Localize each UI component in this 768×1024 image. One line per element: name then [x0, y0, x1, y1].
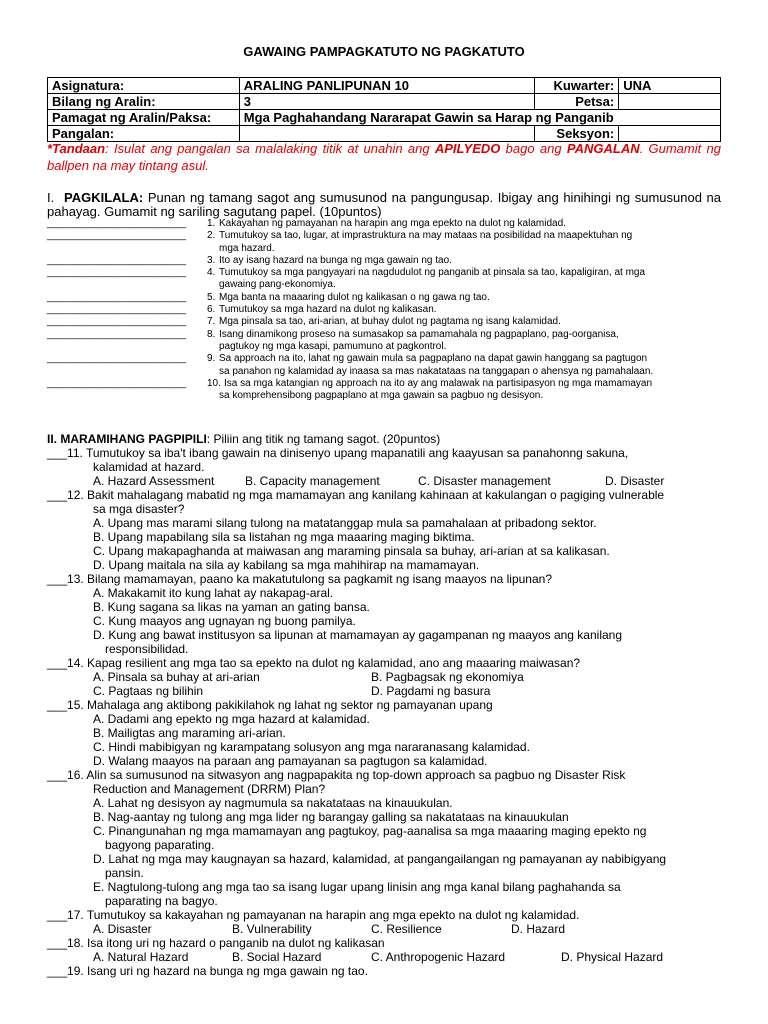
choice-b[interactable]: B. Capacity management — [245, 474, 380, 488]
part2 — [47, 432, 721, 978]
choice-b[interactable]: B. Pagbagsak ng ekonomiya — [371, 670, 524, 684]
reminder-note: *Tandaan: Isulat ang pangalan sa malalaking titik at unahin ang APILYEDO bago ang PANGALAN. Gumamit ng ballpen na may tintang asul. — [47, 141, 721, 173]
bilang-label: Bilang ng Aralin: — [48, 94, 240, 110]
answer-blank[interactable]: _________________________ — [47, 353, 187, 365]
answer-blank[interactable]: _________________________ — [47, 254, 187, 266]
petsa-value[interactable] — [619, 94, 721, 110]
answer-blank[interactable]: ___ — [47, 488, 68, 502]
choice-c[interactable]: C. Disaster management — [418, 474, 551, 488]
answer-blank[interactable]: _________________________ — [47, 377, 187, 389]
choice-a[interactable]: A. Lahat ng desisyon ay nagmumula sa nakatataas na kinauukulan. — [93, 796, 453, 810]
q18-options — [47, 950, 721, 964]
asignatura-label: Asignatura: — [48, 78, 240, 94]
answer-blank[interactable]: ___ — [47, 656, 68, 670]
choice-e-continued: paparating na bagyo. — [105, 894, 218, 908]
identification-item: _________________________ 10. Isa sa mga katangian ng approach na ito ay ang malawak na partisipasyon ng mga mamamayan sa komprehensibong pagpaplano at mga gawain sa pagbuo ng desisyon. — [47, 377, 653, 402]
choice-c[interactable]: C. Resilience — [371, 922, 442, 936]
identification-item: _________________________ 4. Tumutukoy sa mga pangyayari na nagdudulot ng panganib at pinsala sa tao, kapaligiran, at mga gawaing pang-ekonomiya. — [47, 267, 646, 291]
choice-a[interactable]: A. Dadami ang epekto ng mga hazard at kalamidad. — [93, 712, 370, 726]
choice-d[interactable]: D. Upang maitala na sila ay kabilang sa mga mahihirap na mamamayan. — [93, 558, 480, 572]
bilang-value: 3 — [239, 94, 535, 110]
answer-blank[interactable]: _________________________ — [47, 218, 187, 229]
choice-a[interactable]: A. Disaster — [93, 922, 152, 936]
identification-item: _________________________ 2. Tumutukoy sa tao, lugar, at imprastruktura na may mataas na posibilidad na maapektuhan ng mga hazard. — [47, 230, 633, 254]
q17-options — [47, 922, 721, 936]
q14-options-row1 — [47, 670, 721, 684]
choice-c[interactable]: C. Kung maayos ang ugnayan ng buong pamilya. — [93, 614, 356, 628]
identification-item: _________________________ 9. Sa approach na ito, lahat ng gawain mula sa pagpaplano na dapat gawin hanggang sa pagtugon sa panahon ng kalamidad ay inaasa sa mas nakatataas na tanggapan o ahensya ng pamahalaan. — [47, 353, 654, 377]
part2-heading: II. MARAMIHANG PAGPIPILI — [47, 432, 207, 446]
petsa-label: Petsa: — [535, 94, 619, 110]
choice-c-continued: bagyong paparating. — [105, 838, 215, 852]
kuwarter-label: Kuwarter: — [535, 78, 619, 94]
part1-items — [47, 218, 721, 402]
choice-d[interactable]: D. Walang maayos na paraan ang pamayanan sa pagtugon sa kalamidad. — [93, 754, 488, 768]
question-17: ___17. Tumutukoy sa kakayahan ng pamayanan na harapin ang mga epekto na dulot ng kalamidad. — [47, 908, 580, 922]
identification-item: _________________________ 6. Tumutukoy sa mga hazard na dulot ng kalikasan. — [47, 304, 437, 316]
choice-a[interactable]: A. Hazard Assessment — [93, 474, 215, 488]
answer-blank[interactable]: ___ — [47, 908, 68, 922]
choice-c[interactable]: C. Pinangunahan ng mga mamamayan ang pagtukoy, pag-aanalisa sa mga maaaring maging epekto ng — [93, 824, 647, 838]
question-15: ___15. Mahalaga ang aktibong pakikilahok ng lahat ng sektor ng pamayanan upang — [47, 698, 493, 712]
question-13: ___13. Bilang mamamayan, paano ka makatutulong sa pagkamit ng isang maayos na lipunan? — [47, 572, 553, 586]
pamagat-label: Pamagat ng Aralin/Paksa: — [48, 110, 240, 126]
question-16: ___16. Alin sa sumusunod na sitwasyon ang nagpapakita ng top-down approach sa pagbuo ng Disaster Risk Reduction and Management (DRRM) Plan? — [47, 768, 626, 796]
choice-d[interactable]: D. Disaster — [605, 474, 665, 488]
answer-blank[interactable]: ___ — [47, 768, 68, 782]
choice-d-continued: pansin. — [105, 866, 144, 880]
choice-c[interactable]: C. Hindi mabibigyan ng karampatang solusyon ang mga nararanasang kalamidad. — [93, 740, 530, 754]
part1-instructions: I. PAGKILALA: Punan ng tamang sagot ang sumusunod na pangungusap. Ibigay ang hinihingi ng sumusunod na pahayag. Gumamit ng sariling sagutang papel. (10puntos) — [47, 190, 721, 219]
kuwarter-value: UNA — [619, 78, 721, 94]
choice-c[interactable]: C. Anthropogenic Hazard — [371, 950, 506, 964]
answer-blank[interactable]: ___ — [47, 572, 68, 586]
choice-b[interactable]: B. Nag-aantay ng tulong ang mga lider ng barangay galling sa nakatataas na kinauukulan — [93, 810, 569, 824]
question-14: ___14. Kapag resilient ang mga tao sa epekto na dulot ng kalamidad, ano ang maaaring maiwasan? — [47, 656, 581, 670]
answer-blank[interactable]: ___ — [47, 964, 68, 978]
identification-item: _________________________ 8. Isang dinamikong proseso na sumasakop sa pamamahala ng pagpaplano, pag-oorganisa, pagtukoy ng mga kasapi, pamumuno at pagkontrol. — [47, 328, 619, 352]
choice-d[interactable]: D. Lahat ng mga may kaugnayan sa hazard, kalamidad, at pangangailangan ng pamayanan ay nabibigyang — [93, 852, 667, 866]
answer-blank[interactable]: _________________________ — [47, 328, 187, 340]
question-12: ___12. Bakit mahalagang mabatid ng mga mamamayan ang kanilang kahinaan at kakulangan o pagiging vulnerable sa mga disaster? — [47, 488, 665, 516]
part1-heading: PAGKILALA: — [64, 190, 144, 205]
q14-options-row2 — [47, 684, 721, 698]
answer-blank[interactable]: _________________________ — [47, 267, 187, 279]
identification-item: _________________________ 3. Ito ay isang hazard na bunga ng mga gawain ng tao. — [47, 254, 452, 266]
question-18: ___18. Isa itong uri ng hazard o panganib na dulot ng kalikasan — [47, 936, 385, 950]
identification-item: _________________________ 5. Mga banta na maaaring dulot ng kalikasan o ng gawa ng tao. — [47, 291, 490, 303]
answer-blank[interactable]: _________________________ — [47, 316, 187, 328]
choice-d[interactable]: D. Kung ang bawat institusyon sa lipunan at mamamayan ay gagampanan ng maayos ang kanilang — [93, 628, 623, 642]
choice-c[interactable]: C. Pagtaas ng bilihin — [93, 684, 204, 698]
pangalan-label: Pangalan: — [48, 126, 240, 142]
choice-a[interactable]: A. Upang mas marami silang tulong na matatanggap mula sa pamahalaan at pribadong sektor. — [93, 516, 597, 530]
choice-b[interactable]: B. Upang mapabilang sila sa listahan ng mga maaaring maging biktima. — [93, 530, 475, 544]
answer-blank[interactable]: ___ — [47, 698, 68, 712]
choice-a[interactable]: A. Pinsala sa buhay at ari-arian — [93, 670, 260, 684]
answer-blank[interactable]: _________________________ — [47, 230, 187, 242]
q11-options — [47, 474, 721, 488]
choice-b[interactable]: B. Social Hazard — [232, 950, 322, 964]
worksheet-title: GAWAING PAMPAGKATUTO NG PAGKATUTO — [243, 44, 525, 59]
choice-c[interactable]: C. Upang makapaghanda at maiwasan ang maraming pinsala sa buhay, ari-arian at sa kalikasan. — [93, 544, 610, 558]
choice-d[interactable]: D. Hazard — [511, 922, 566, 936]
choice-b[interactable]: B. Mailigtas ang maraming ari-arian. — [93, 726, 286, 740]
choice-b[interactable]: B. Kung sagana sa likas na yaman an gating bansa. — [93, 600, 370, 614]
choice-b[interactable]: B. Vulnerability — [232, 922, 312, 936]
question-19: ___19. Isang uri ng hazard na bunga ng mga gawain ng tao. — [47, 964, 368, 978]
question-11: ___11. Tumutukoy sa iba't ibang gawain na dinisenyo upang mapanatili ang kaayusan sa panahonng sakuna, kalamidad at hazard. — [47, 446, 629, 474]
header-table — [47, 77, 721, 142]
asignatura-value: ARALING PANLIPUNAN 10 — [239, 78, 535, 94]
answer-blank[interactable]: ___ — [47, 446, 68, 460]
choice-a[interactable]: A. Natural Hazard — [93, 950, 189, 964]
identification-item: _________________________ 1. Kakayahan ng pamayanan na harapin ang mga epekto na dulot ng kalamidad. — [47, 218, 566, 229]
choice-d[interactable]: D. Pagdami ng basura — [371, 684, 491, 698]
answer-blank[interactable]: _________________________ — [47, 304, 187, 316]
seksyon-label: Seksyon: — [535, 126, 619, 142]
answer-blank[interactable]: _________________________ — [47, 291, 187, 303]
choice-d-continued: responsibilidad. — [105, 642, 189, 656]
choice-a[interactable]: A. Makakamit ito kung lahat ay nakapag-aral. — [93, 586, 334, 600]
pamagat-value: Mga Paghahandang Nararapat Gawin sa Harap ng Panganib — [239, 110, 720, 126]
choice-d[interactable]: D. Physical Hazard — [561, 950, 664, 964]
choice-e[interactable]: E. Nagtulong-tulong ang mga tao sa isang lugar upang linisin ang mga kanal bilang paghahanda sa — [93, 880, 621, 894]
part2-instructions: II. MARAMIHANG PAGPIPILI: Piliin ang titik ng tamang sagot. (20puntos) — [47, 432, 441, 446]
answer-blank[interactable]: ___ — [47, 936, 68, 950]
identification-item: _________________________ 7. Mga pinsala sa tao, ari-arian, at buhay dulot ng pagtama ng isang kalamidad. — [47, 316, 561, 328]
